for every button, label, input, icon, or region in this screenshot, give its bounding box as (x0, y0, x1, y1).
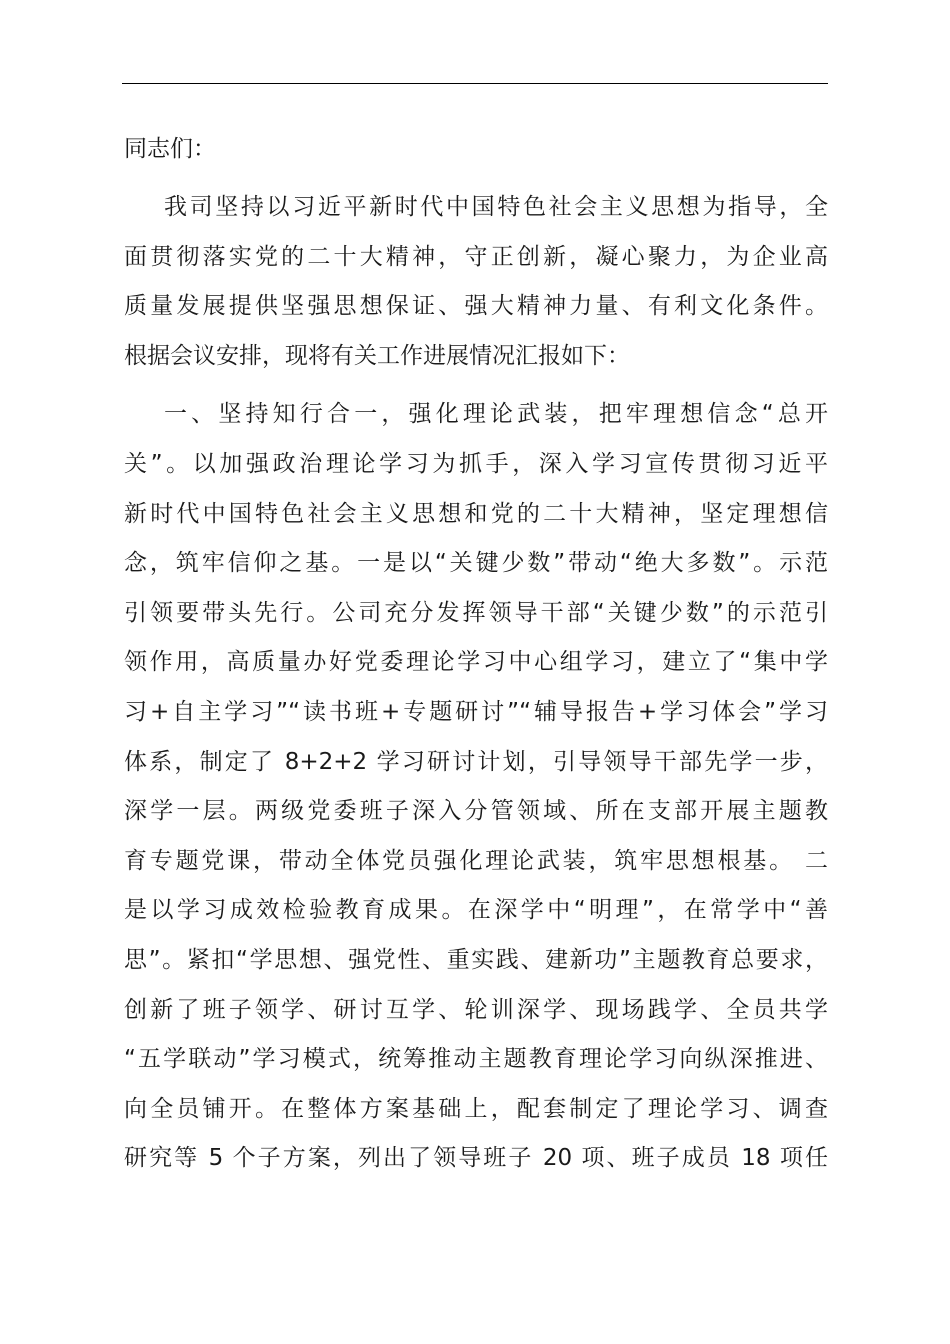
text-line: 我司坚持以习近平新时代中国特色社会主义思想为指导，全 (164, 194, 828, 220)
text-line: 是以学习成效检验教育成果。在深学中“明理”，在常学中“善 (124, 897, 828, 924)
text-line: 引领要带头先行。公司充分发挥领导干部“关键少数”的示范引 (124, 599, 828, 626)
header-rule (122, 83, 828, 84)
text-line: 习+自主学习”“读书班+专题研讨”“辅导报告+学习体会”学习 (124, 698, 828, 725)
text-line: 质量发展提供坚强思想保证、强大精神力量、有利文化条件。 (124, 293, 828, 320)
text-line: 研究等 5 个子方案，列出了领导班子 20 项、班子成员 18 项任 (124, 1145, 828, 1172)
text-line: 根据会议安排，现将有关工作进展情况汇报如下： (124, 342, 630, 369)
text-line: 面贯彻落实党的二十大精神，守正创新，凝心聚力，为企业高 (124, 243, 828, 270)
paragraph-section-one (124, 390, 828, 1184)
paragraph-intro (124, 183, 828, 381)
text-line: 一、坚持知行合一，强化理论武装，把牢理想信念“总开 (164, 401, 828, 428)
text-line: 关”。以加强政治理论学习为抓手，深入学习宣传贯彻习近平 (124, 450, 828, 477)
text-line: 念，筑牢信仰之基。一是以“关键少数”带动“绝大多数”。示范 (124, 550, 828, 577)
text-line: 育专题党课，带动全体党员强化理论武装，筑牢思想根基。 二 (124, 847, 828, 874)
text-line: 新时代中国特色社会主义思想和党的二十大精神，坚定理想信 (124, 500, 828, 527)
text-line: 领作用，高质量办好党委理论学习中心组学习，建立了“集中学 (124, 649, 828, 676)
text-line: “五学联动”学习模式，统筹推动主题教育理论学习向纵深推进、 (124, 1046, 828, 1073)
text-line: 思”。紧扣“学思想、强党性、重实践、建新功”主题教育总要求， (124, 946, 828, 973)
text-line: 体系，制定了 8+2+2 学习研讨计划，引导领导干部先学一步， (124, 748, 828, 775)
salutation: 同志们： (124, 136, 216, 162)
text-line: 创新了班子领学、研讨互学、轮训深学、现场践学、全员共学 (124, 996, 828, 1023)
text-line: 深学一层。两级党委班子深入分管领域、所在支部开展主题教 (124, 798, 828, 825)
text-line: 向全员铺开。在整体方案基础上，配套制定了理论学习、调查 (124, 1095, 828, 1122)
document-body (124, 124, 828, 1184)
